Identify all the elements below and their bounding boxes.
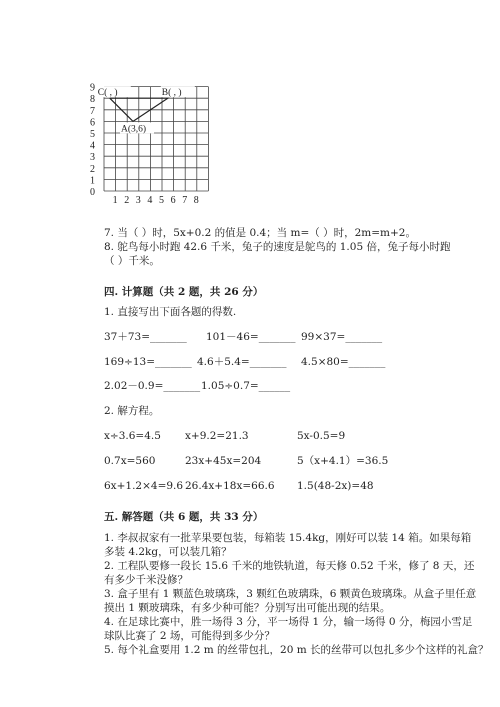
- calc-item: 101－46=_______: [206, 331, 296, 343]
- answer-line: 球队比赛了 2 场，可能得到多少分？: [104, 630, 275, 642]
- equation-item: 0.7x=560: [104, 455, 156, 467]
- section-4-heading: 四. 计算题（共 2 题，共 26 分）: [104, 286, 264, 298]
- coordinate-graph: [0, 0, 500, 210]
- section-4-sub1: 1. 直接写出下面各题的得数.: [104, 306, 237, 318]
- calc-item: 1.05÷0.7=______: [201, 380, 291, 392]
- answer-line: 多装 4.2kg，可以装几箱？: [104, 546, 232, 558]
- y-tick-label: 9: [90, 82, 95, 94]
- question-8-line1: 8. 鸵鸟每小时跑 42.6 千米，兔子的速度是鸵鸟的 1.05 倍，兔子每小时跑: [104, 241, 451, 253]
- y-tick-label: 0: [90, 187, 95, 198]
- calc-item: 4.6＋5.4=_______: [197, 356, 287, 368]
- point-label: B( , ): [161, 88, 182, 99]
- question-8-line2: （ ）千米。: [104, 255, 160, 267]
- point-label: A(3,6): [121, 124, 147, 135]
- x-tick-label: 2: [124, 195, 130, 206]
- answer-line: 2. 工程队要修一段长 15.6 千米的地铁轨道，每天修 0.52 千米，修了 8 天，还: [104, 560, 475, 572]
- y-tick-label: 8: [90, 94, 95, 106]
- x-tick-label: 6: [170, 195, 176, 206]
- answer-line: 5. 每个礼盒要用 1.2 m 的丝带包扎，20 m 长的丝带可以包扎多少个这样的礼盒？: [104, 644, 489, 656]
- answer-line: 4. 在足球比赛中，胜一场得 3 分，平一场得 1 分，输一场得 0 分，梅园小雪足: [104, 616, 473, 628]
- y-tick-label: 1: [90, 175, 95, 187]
- x-tick-label: 3: [135, 195, 141, 206]
- calc-item: 169÷13=_______: [104, 356, 192, 368]
- equation-item: x÷3.6=4.5: [104, 430, 161, 442]
- x-tick-label: 1: [112, 195, 118, 206]
- calc-item: 99×37=_______: [301, 331, 383, 343]
- equation-item: 1.5(48-2x)=48: [297, 480, 374, 492]
- point-label: C( , ): [97, 88, 118, 99]
- calc-item: 2.02－0.9=_______: [104, 380, 201, 392]
- equation-item: 5x-0.5=9: [297, 430, 346, 442]
- x-tick-label: 4: [147, 195, 153, 206]
- y-tick-label: 3: [90, 152, 95, 164]
- equation-item: 5（x+4.1）=36.5: [297, 455, 389, 467]
- calc-item: 4.5×80=_______: [301, 356, 386, 368]
- equation-item: 26.4x+18x=66.6: [185, 480, 275, 492]
- section-4-sub2: 2. 解方程。: [104, 405, 160, 417]
- answer-line: 1. 李叔叔家有一批苹果要包装，每箱装 15.4kg，刚好可以装 14 箱。如果每箱: [104, 532, 472, 544]
- y-tick-label: 5: [90, 129, 95, 140]
- y-tick-label: 6: [90, 117, 95, 129]
- equation-item: 23x+45x=204: [185, 455, 262, 467]
- question-7: 7. 当（ ）时，5x+0.2 的值是 0.4；当 m=（ ）时，2m=m+2。: [104, 227, 416, 239]
- answer-line: 摸出 1 颗玻璃珠，有多少种可能？分别写出可能出现的结果。: [104, 602, 391, 614]
- y-tick-label: 4: [90, 140, 95, 152]
- section-5-heading: 五. 解答题（共 6 题，共 33 分）: [104, 511, 264, 523]
- equation-item: 6x+1.2×4=9.6: [104, 480, 184, 492]
- equation-item: x+9.2=21.3: [185, 430, 249, 442]
- x-tick-label: 8: [193, 195, 199, 206]
- calc-item: 37＋73=_______: [104, 331, 187, 343]
- x-tick-label: 5: [159, 195, 164, 206]
- x-tick-label: 7: [182, 195, 188, 206]
- answer-line: 有多少千米没修？: [104, 574, 188, 586]
- answer-line: 3. 盒子里有 1 颗蓝色玻璃珠，3 颗红色玻璃珠，6 颗黄色玻璃珠。从盒子里任意: [104, 588, 477, 600]
- y-tick-label: 7: [90, 105, 95, 117]
- y-tick-label: 2: [90, 163, 95, 175]
